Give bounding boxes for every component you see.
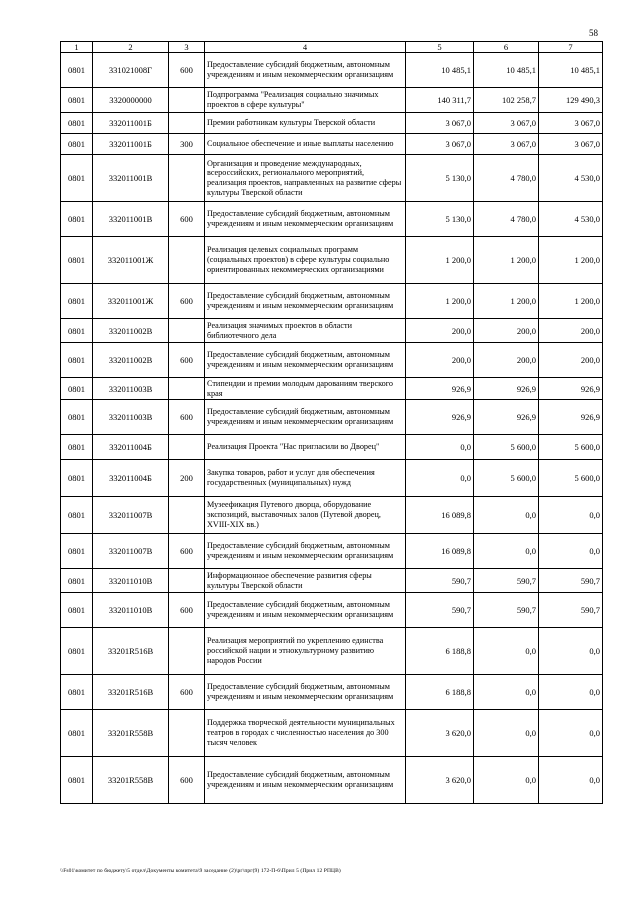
row-description: Предоставление субсидий бюджетным, автономным учреждениям и иным некоммерческим организациям — [205, 202, 406, 237]
table-row — [61, 378, 603, 400]
row-value-col6: 0,0 — [474, 710, 539, 757]
table-row — [61, 155, 603, 202]
row-section-code: 0801 — [61, 497, 93, 534]
row-value-col7: 0,0 — [539, 497, 603, 534]
row-expense-kind — [169, 155, 205, 202]
row-value-col6: 5 600,0 — [474, 435, 539, 460]
row-value-col6: 4 780,0 — [474, 155, 539, 202]
row-value-col5: 0,0 — [406, 435, 474, 460]
table-row — [61, 237, 603, 284]
row-value-col7: 0,0 — [539, 534, 603, 569]
row-target-code: 332011010В — [93, 569, 169, 593]
row-expense-kind — [169, 88, 205, 113]
row-value-col6: 0,0 — [474, 534, 539, 569]
row-target-code: 33201R558В — [93, 710, 169, 757]
table-row — [61, 202, 603, 237]
row-expense-kind — [169, 378, 205, 400]
row-value-col5: 6 188,8 — [406, 675, 474, 710]
table-row — [61, 593, 603, 628]
page-number: 58 — [589, 28, 598, 38]
row-section-code: 0801 — [61, 284, 93, 319]
row-target-code: 332011002В — [93, 343, 169, 378]
row-value-col6: 590,7 — [474, 593, 539, 628]
row-expense-kind: 600 — [169, 593, 205, 628]
table-row — [61, 757, 603, 804]
row-value-col7: 5 600,0 — [539, 435, 603, 460]
row-value-col7: 926,9 — [539, 400, 603, 435]
row-description: Информационное обеспечение развития сферы культуры Тверской области — [205, 569, 406, 593]
table-row — [61, 675, 603, 710]
row-target-code: 332011001Б — [93, 113, 169, 134]
row-value-col6: 590,7 — [474, 569, 539, 593]
table-row — [61, 343, 603, 378]
row-target-code: 33201R516В — [93, 628, 169, 675]
row-description: Реализация значимых проектов в области библиотечного дела — [205, 319, 406, 343]
row-section-code: 0801 — [61, 155, 93, 202]
row-target-code: 332011003В — [93, 378, 169, 400]
row-expense-kind — [169, 710, 205, 757]
row-value-col5: 16 089,8 — [406, 497, 474, 534]
row-target-code: 332011001Ж — [93, 237, 169, 284]
table-row — [61, 400, 603, 435]
row-description: Реализация целевых социальных программ (социальных проектов) в сфере культуры социально ориентированных некоммерческих организациями — [205, 237, 406, 284]
row-value-col5: 5 130,0 — [406, 202, 474, 237]
row-value-col5: 200,0 — [406, 343, 474, 378]
row-value-col7: 200,0 — [539, 319, 603, 343]
row-expense-kind: 600 — [169, 284, 205, 319]
row-section-code: 0801 — [61, 460, 93, 497]
row-description: Реализация Проекта "Нас пригласили во Дворец" — [205, 435, 406, 460]
table-row — [61, 88, 603, 113]
row-target-code: 332011010В — [93, 593, 169, 628]
row-section-code: 0801 — [61, 113, 93, 134]
row-value-col7: 0,0 — [539, 710, 603, 757]
row-value-col7: 3 067,0 — [539, 113, 603, 134]
col-header-6: 6 — [474, 42, 539, 53]
row-expense-kind: 600 — [169, 202, 205, 237]
row-value-col7: 10 485,1 — [539, 53, 603, 88]
row-value-col7: 4 530,0 — [539, 202, 603, 237]
col-header-1: 1 — [61, 42, 93, 53]
row-description: Предоставление субсидий бюджетным, автономным учреждениям и иным некоммерческим организациям — [205, 593, 406, 628]
row-value-col6: 102 258,7 — [474, 88, 539, 113]
row-value-col5: 5 130,0 — [406, 155, 474, 202]
row-value-col7: 0,0 — [539, 757, 603, 804]
row-value-col6: 0,0 — [474, 628, 539, 675]
row-value-col5: 16 089,8 — [406, 534, 474, 569]
table-row — [61, 134, 603, 155]
row-target-code: 332011007В — [93, 497, 169, 534]
row-description: Предоставление субсидий бюджетным, автономным учреждениям и иным некоммерческим организациям — [205, 400, 406, 435]
row-value-col5: 590,7 — [406, 569, 474, 593]
row-target-code: 332011004Б — [93, 460, 169, 497]
row-expense-kind: 600 — [169, 53, 205, 88]
row-value-col6: 5 600,0 — [474, 460, 539, 497]
row-target-code: 3320000000 — [93, 88, 169, 113]
row-description: Поддержка творческой деятельности муниципальных театров в городах с численностью населения до 300 тысяч человек — [205, 710, 406, 757]
row-description: Стипендии и премии молодым дарованиям тверского края — [205, 378, 406, 400]
row-expense-kind: 600 — [169, 400, 205, 435]
row-section-code: 0801 — [61, 53, 93, 88]
row-value-col6: 3 067,0 — [474, 113, 539, 134]
row-value-col7: 0,0 — [539, 628, 603, 675]
row-section-code: 0801 — [61, 400, 93, 435]
row-target-code: 332011001В — [93, 155, 169, 202]
row-value-col6: 4 780,0 — [474, 202, 539, 237]
row-value-col6: 200,0 — [474, 343, 539, 378]
row-expense-kind — [169, 569, 205, 593]
row-value-col5: 10 485,1 — [406, 53, 474, 88]
row-value-col6: 0,0 — [474, 675, 539, 710]
row-value-col5: 0,0 — [406, 460, 474, 497]
row-section-code: 0801 — [61, 319, 93, 343]
row-expense-kind: 600 — [169, 757, 205, 804]
row-expense-kind: 600 — [169, 343, 205, 378]
row-description: Предоставление субсидий бюджетным, автономным учреждениям и иным некоммерческим организациям — [205, 284, 406, 319]
row-value-col6: 1 200,0 — [474, 284, 539, 319]
row-description: Премии работникам культуры Тверской области — [205, 113, 406, 134]
row-section-code: 0801 — [61, 237, 93, 284]
row-target-code: 332011004Б — [93, 435, 169, 460]
row-value-col5: 3 620,0 — [406, 710, 474, 757]
row-value-col6: 1 200,0 — [474, 237, 539, 284]
row-value-col6: 0,0 — [474, 497, 539, 534]
row-value-col5: 200,0 — [406, 319, 474, 343]
row-section-code: 0801 — [61, 88, 93, 113]
row-value-col5: 3 067,0 — [406, 113, 474, 134]
row-value-col6: 926,9 — [474, 400, 539, 435]
col-header-3: 3 — [169, 42, 205, 53]
row-target-code: 33201R516В — [93, 675, 169, 710]
row-section-code: 0801 — [61, 202, 93, 237]
row-description: Предоставление субсидий бюджетным, автономным учреждениям и иным некоммерческим организациям — [205, 53, 406, 88]
row-expense-kind — [169, 237, 205, 284]
table-row — [61, 628, 603, 675]
row-target-code: 332011001Ж — [93, 284, 169, 319]
row-description: Предоставление субсидий бюджетным, автономным учреждениям и иным некоммерческим организациям — [205, 534, 406, 569]
row-target-code: 332011001Б — [93, 134, 169, 155]
row-value-col7: 926,9 — [539, 378, 603, 400]
col-header-7: 7 — [539, 42, 603, 53]
row-expense-kind — [169, 113, 205, 134]
row-value-col6: 200,0 — [474, 319, 539, 343]
header-row — [61, 42, 603, 53]
row-expense-kind: 600 — [169, 534, 205, 569]
row-value-col5: 926,9 — [406, 400, 474, 435]
table-row — [61, 319, 603, 343]
col-header-4: 4 — [205, 42, 406, 53]
row-description: Предоставление субсидий бюджетным, автономным учреждениям и иным некоммерческим организациям — [205, 757, 406, 804]
row-target-code: 332011001В — [93, 202, 169, 237]
row-value-col6: 926,9 — [474, 378, 539, 400]
col-header-5: 5 — [406, 42, 474, 53]
budget-table — [60, 41, 603, 804]
row-expense-kind: 300 — [169, 134, 205, 155]
row-section-code: 0801 — [61, 757, 93, 804]
row-description: Реализация мероприятий по укреплению единства российской нации и этнокультурному развитию народов России — [205, 628, 406, 675]
file-path-footer: \\Fs01\комитет по бюджету\5 отдел\Документы комитета\9 заседание (2)\рг\прг(9) 172-П-6\Прил 5 (Прил 12 РПЦВ) — [60, 868, 341, 874]
table-row — [61, 53, 603, 88]
row-section-code: 0801 — [61, 628, 93, 675]
row-value-col5: 1 200,0 — [406, 237, 474, 284]
row-section-code: 0801 — [61, 378, 93, 400]
row-section-code: 0801 — [61, 675, 93, 710]
row-section-code: 0801 — [61, 710, 93, 757]
row-section-code: 0801 — [61, 343, 93, 378]
row-description: Организация и проведение международных, всероссийских, регионального мероприятий, реализация проектов, направленных на развитие сферы культуры Тверской области — [205, 155, 406, 202]
row-target-code: 332011003В — [93, 400, 169, 435]
row-value-col7: 1 200,0 — [539, 284, 603, 319]
row-value-col7: 590,7 — [539, 593, 603, 628]
table-row — [61, 113, 603, 134]
row-value-col5: 6 188,8 — [406, 628, 474, 675]
row-value-col5: 1 200,0 — [406, 284, 474, 319]
row-description: Подпрограмма "Реализация социально значимых проектов в сфере культуры" — [205, 88, 406, 113]
row-target-code: 332011007В — [93, 534, 169, 569]
row-expense-kind — [169, 497, 205, 534]
row-value-col7: 3 067,0 — [539, 134, 603, 155]
row-description: Предоставление субсидий бюджетным, автономным учреждениям и иным некоммерческим организациям — [205, 343, 406, 378]
row-target-code: 331021008Г — [93, 53, 169, 88]
row-expense-kind: 600 — [169, 675, 205, 710]
row-section-code: 0801 — [61, 569, 93, 593]
row-section-code: 0801 — [61, 134, 93, 155]
table-row — [61, 284, 603, 319]
row-description: Социальное обеспечение и иные выплаты населению — [205, 134, 406, 155]
table-row — [61, 569, 603, 593]
table-row — [61, 497, 603, 534]
row-value-col7: 1 200,0 — [539, 237, 603, 284]
row-expense-kind — [169, 628, 205, 675]
row-target-code: 332011002В — [93, 319, 169, 343]
col-header-2: 2 — [93, 42, 169, 53]
row-expense-kind — [169, 319, 205, 343]
table-row — [61, 534, 603, 569]
row-value-col7: 5 600,0 — [539, 460, 603, 497]
row-value-col5: 140 311,7 — [406, 88, 474, 113]
row-value-col5: 3 620,0 — [406, 757, 474, 804]
row-value-col7: 4 530,0 — [539, 155, 603, 202]
row-value-col7: 0,0 — [539, 675, 603, 710]
row-value-col7: 590,7 — [539, 569, 603, 593]
row-value-col7: 200,0 — [539, 343, 603, 378]
table-row — [61, 435, 603, 460]
row-value-col6: 3 067,0 — [474, 134, 539, 155]
row-value-col5: 3 067,0 — [406, 134, 474, 155]
table-row — [61, 460, 603, 497]
row-description: Закупка товаров, работ и услуг для обеспечения государственных (муниципальных) нужд — [205, 460, 406, 497]
table-row — [61, 710, 603, 757]
row-expense-kind — [169, 435, 205, 460]
row-expense-kind: 200 — [169, 460, 205, 497]
row-value-col5: 926,9 — [406, 378, 474, 400]
row-target-code: 33201R558В — [93, 757, 169, 804]
row-value-col6: 10 485,1 — [474, 53, 539, 88]
row-section-code: 0801 — [61, 593, 93, 628]
row-description: Предоставление субсидий бюджетным, автономным учреждениям и иным некоммерческим организациям — [205, 675, 406, 710]
row-value-col7: 129 490,3 — [539, 88, 603, 113]
row-section-code: 0801 — [61, 534, 93, 569]
row-section-code: 0801 — [61, 435, 93, 460]
row-value-col6: 0,0 — [474, 757, 539, 804]
row-value-col5: 590,7 — [406, 593, 474, 628]
row-description: Музеефикация Путевого дворца, оборудование экспозиций, выставочных залов (Путевой дворец, XVIII-XIX вв.) — [205, 497, 406, 534]
